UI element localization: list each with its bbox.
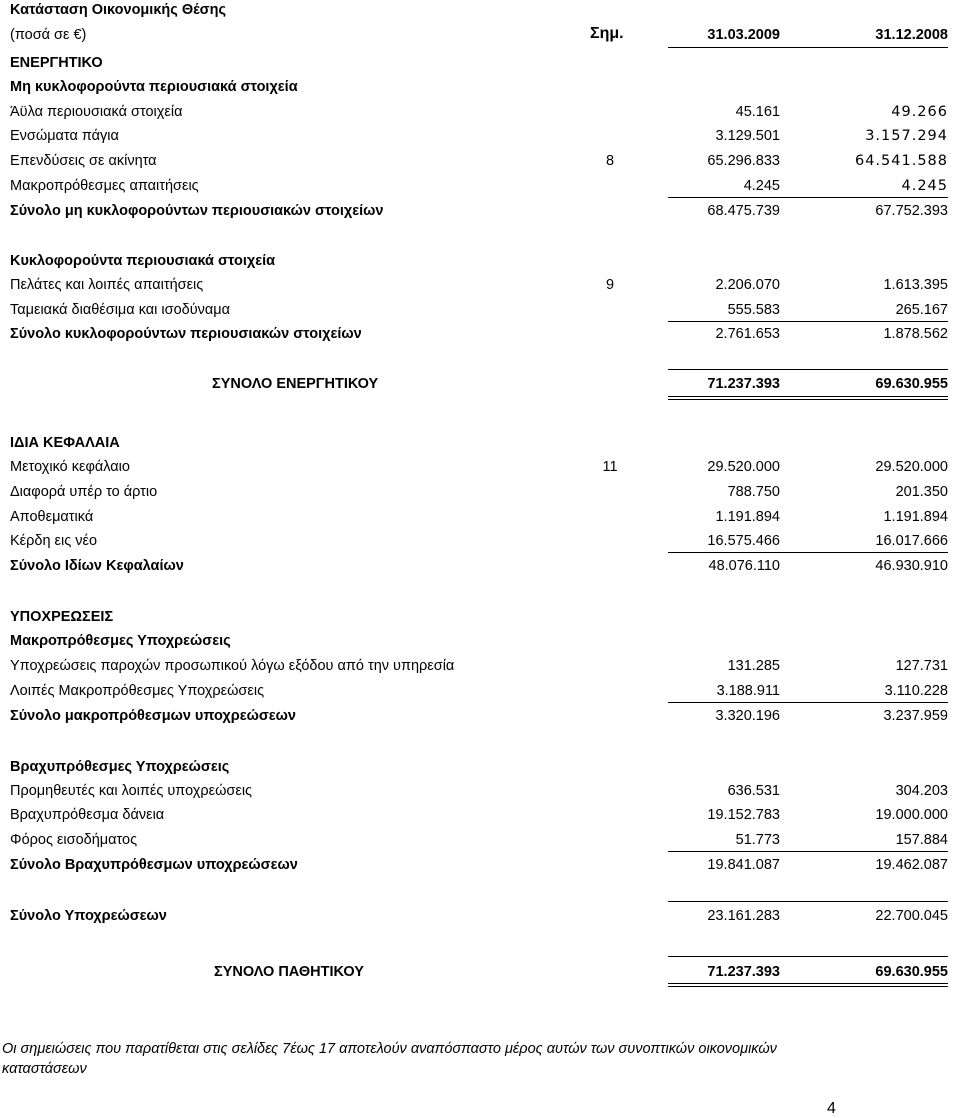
row-value-2009: 1.191.894 bbox=[715, 509, 780, 525]
row-label: Προμηθευτές και λοιπές υποχρεώσεις bbox=[10, 783, 253, 799]
row-value-2008: 16.017.666 bbox=[875, 533, 948, 549]
row-value-2008: 201.350 bbox=[895, 484, 948, 500]
current-total-label: Σύνολο κυκλοφορούντων περιουσιακών στοιχείων bbox=[10, 326, 362, 342]
liabilities-grand-total-2009: 71.237.393 bbox=[707, 964, 780, 980]
shortterm-heading: Βραχυπρόθεσμες Υποχρεώσεις bbox=[10, 759, 230, 775]
row-value-2009: 131.285 bbox=[727, 658, 780, 674]
subtotal-rule bbox=[668, 702, 948, 703]
subtotal-rule bbox=[668, 851, 948, 852]
footnote-line-2: καταστάσεων bbox=[2, 1061, 87, 1077]
assets-grand-total-2008: 69.630.955 bbox=[875, 376, 948, 392]
row-value-2008: 4.245 bbox=[901, 178, 948, 194]
row-label: Βραχυπρόθεσμα δάνεια bbox=[10, 807, 165, 823]
row-value-2009: 2.206.070 bbox=[715, 277, 780, 293]
double-rule bbox=[668, 396, 948, 400]
note-column-header: Σημ. bbox=[590, 25, 624, 42]
longterm-heading: Μακροπρόθεσμες Υποχρεώσεις bbox=[10, 633, 231, 649]
assets-heading: ΕΝΕΡΓΗΤΙΚΟ bbox=[10, 55, 103, 71]
row-value-2009: 788.750 bbox=[727, 484, 780, 500]
current-total-2009: 2.761.653 bbox=[715, 326, 780, 342]
equity-heading: ΙΔΙΑ ΚΕΦΑΛΑΙΑ bbox=[10, 435, 120, 451]
assets-grand-total-label: ΣΥΝΟΛΟ ΕΝΕΡΓΗΤΙΚΟΥ bbox=[212, 376, 379, 392]
row-value-2008: 127.731 bbox=[895, 658, 948, 674]
liabilities-grand-total-label: ΣΥΝΟΛΟ ΠΑΘΗΤΙΚΟΥ bbox=[214, 964, 364, 980]
col1-header: 31.03.2009 bbox=[707, 27, 780, 43]
footnote-line-1: Οι σημειώσεις που παρατίθεται στις σελίδες 7έως 17 αποτελούν αναπόσπαστο μέρος αυτών των συνοπτικών οικονομικών bbox=[2, 1041, 777, 1057]
row-note: 8 bbox=[605, 153, 615, 169]
total-rule bbox=[668, 956, 948, 957]
row-value-2008: 3.157.294 bbox=[865, 128, 948, 144]
noncurrent-total-label: Σύνολο μη κυκλοφορούντων περιουσιακών στοιχείων bbox=[10, 203, 384, 219]
row-label: Ταμειακά διαθέσιμα και ισοδύναμα bbox=[10, 302, 231, 318]
row-note: 11 bbox=[602, 459, 618, 475]
row-value-2009: 4.245 bbox=[743, 178, 780, 194]
total-rule bbox=[668, 369, 948, 370]
row-value-2008: 29.520.000 bbox=[875, 459, 948, 475]
liabilities-total-label: Σύνολο Υποχρεώσεων bbox=[10, 908, 167, 924]
row-value-2009: 3.129.501 bbox=[715, 128, 780, 144]
row-label: Αποθεματικά bbox=[10, 509, 94, 525]
row-value-2009: 636.531 bbox=[727, 783, 780, 799]
row-value-2008: 304.203 bbox=[895, 783, 948, 799]
row-value-2008: 64.541.588 bbox=[854, 153, 948, 169]
row-label: Πελάτες και λοιπές απαιτήσεις bbox=[10, 277, 204, 293]
row-value-2009: 65.296.833 bbox=[707, 153, 780, 169]
row-value-2009: 45.161 bbox=[735, 104, 780, 120]
row-value-2009: 19.152.783 bbox=[707, 807, 780, 823]
row-value-2009: 51.773 bbox=[735, 832, 780, 848]
row-value-2008: 1.191.894 bbox=[883, 509, 948, 525]
row-value-2008: 49.266 bbox=[891, 104, 948, 120]
row-value-2008: 3.110.228 bbox=[884, 683, 948, 699]
shortterm-total-2009: 19.841.087 bbox=[707, 857, 780, 873]
header-underline bbox=[668, 47, 948, 48]
equity-total-2008: 46.930.910 bbox=[875, 558, 948, 574]
row-value-2009: 3.188.911 bbox=[716, 683, 780, 699]
double-rule bbox=[668, 983, 948, 987]
row-label: Ενσώματα πάγια bbox=[10, 128, 119, 144]
row-label: Άϋλα περιουσιακά στοιχεία bbox=[10, 104, 183, 120]
noncurrent-total-2009: 68.475.739 bbox=[707, 203, 780, 219]
row-label: Λοιπές Μακροπρόθεσμες Υποχρεώσεις bbox=[10, 683, 265, 699]
current-heading: Κυκλοφορούντα περιουσιακά στοιχεία bbox=[10, 253, 276, 269]
longterm-total-label: Σύνολο μακροπρόθεσμων υποχρεώσεων bbox=[10, 708, 296, 724]
liabilities-total-2008: 22.700.045 bbox=[875, 908, 948, 924]
row-label: Διαφορά υπέρ το άρτιο bbox=[10, 484, 158, 500]
shortterm-total-label: Σύνολο Βραχυπρόθεσμων υποχρεώσεων bbox=[10, 857, 298, 873]
statement-title: Κατάσταση Οικονομικής Θέσης bbox=[10, 2, 226, 18]
longterm-total-2009: 3.320.196 bbox=[715, 708, 780, 724]
row-label: Φόρος εισοδήματος bbox=[10, 832, 138, 848]
row-value-2009: 555.583 bbox=[727, 302, 780, 318]
col2-header: 31.12.2008 bbox=[875, 27, 948, 43]
row-label: Μετοχικό κεφάλαιο bbox=[10, 459, 130, 475]
longterm-total-2008: 3.237.959 bbox=[883, 708, 948, 724]
liabilities-heading: ΥΠΟΧΡΕΩΣΕΙΣ bbox=[10, 609, 114, 625]
page-number: 4 bbox=[827, 1100, 836, 1117]
row-value-2009: 29.520.000 bbox=[707, 459, 780, 475]
subtotal-rule bbox=[668, 321, 948, 322]
noncurrent-total-2008: 67.752.393 bbox=[875, 203, 948, 219]
subtotal-rule bbox=[668, 552, 948, 553]
row-label: Επενδύσεις σε ακίνητα bbox=[10, 153, 157, 169]
row-value-2008: 265.167 bbox=[895, 302, 948, 318]
units-label: (ποσά σε €) bbox=[10, 27, 87, 43]
equity-total-2009: 48.076.110 bbox=[708, 558, 780, 574]
row-label: Υποχρεώσεις παροχών προσωπικού λόγω εξόδου από την υπηρεσία bbox=[10, 658, 455, 674]
shortterm-total-2008: 19.462.087 bbox=[875, 857, 948, 873]
equity-total-label: Σύνολο Ιδίων Κεφαλαίων bbox=[10, 558, 184, 574]
row-label: Κέρδη εις νέο bbox=[10, 533, 98, 549]
row-value-2009: 16.575.466 bbox=[707, 533, 780, 549]
row-value-2008: 1.613.395 bbox=[883, 277, 948, 293]
liabilities-grand-total-2008: 69.630.955 bbox=[875, 964, 948, 980]
row-label: Μακροπρόθεσμες απαιτήσεις bbox=[10, 178, 199, 194]
liabilities-total-2009: 23.161.283 bbox=[707, 908, 780, 924]
subtotal-rule bbox=[668, 197, 948, 198]
current-total-2008: 1.878.562 bbox=[883, 326, 948, 342]
total-rule bbox=[668, 901, 948, 902]
row-note: 9 bbox=[605, 277, 615, 293]
row-value-2008: 157.884 bbox=[895, 832, 948, 848]
assets-grand-total-2009: 71.237.393 bbox=[707, 376, 780, 392]
row-value-2008: 19.000.000 bbox=[875, 807, 948, 823]
noncurrent-heading: Μη κυκλοφορούντα περιουσιακά στοιχεία bbox=[10, 79, 298, 95]
